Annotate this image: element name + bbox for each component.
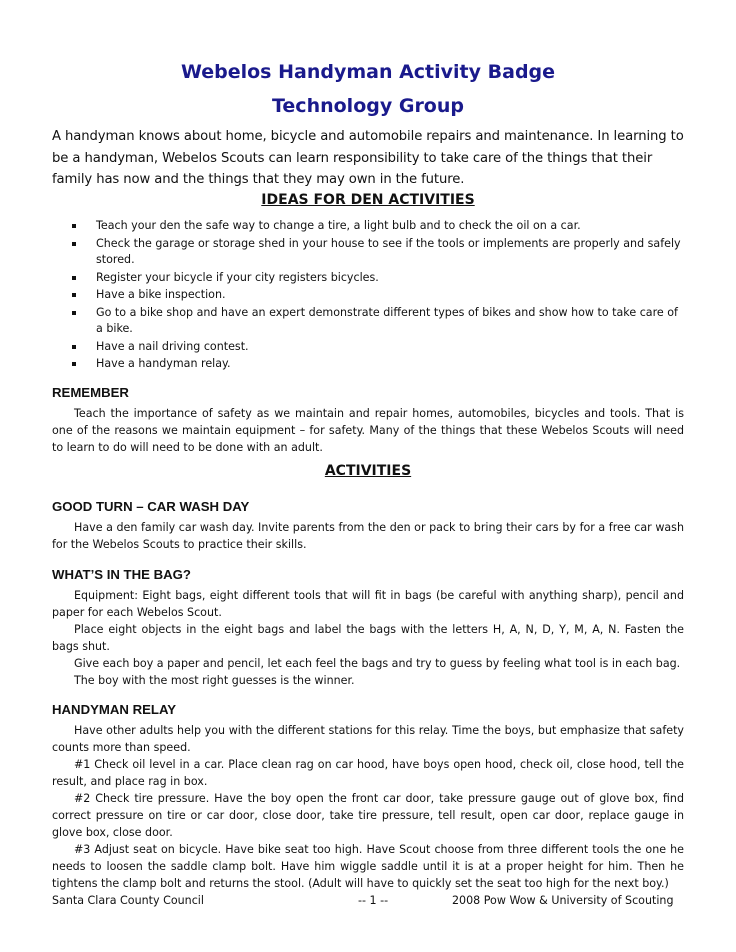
intro-paragraph: A handyman knows about home, bicycle and automobile repairs and maintenance. In learning to be a handyman, Webelos Scouts can learn responsibility to take care of the things that their family has now and the things that they may own in the future.	[52, 129, 684, 187]
bag-section: Equipment: Eight bags, eight different tools that will fit in bags (be careful with anything sharp), pencil and paper for each Webelos Scout. Place eight objects in the eight bags and label the bags with the letters H, A, N, D, Y, M, A, N. Fasten the bags shut. Give each boy a paper and pencil, let each feel the bags and try to guess by feeling what tool is in each bag. The boy with the most right guesses is the winner.	[52, 589, 684, 687]
list-item: Teach your den the safe way to change a tire, a light bulb and to check the oil on a car.	[72, 218, 688, 235]
footer-page-number: -- 1 --	[358, 894, 389, 907]
relay-heading: HANDYMAN RELAY	[52, 702, 177, 717]
good-turn-heading: GOOD TURN – CAR WASH DAY	[52, 499, 250, 514]
bullet-icon	[72, 311, 76, 315]
remember-paragraph: Teach the importance of safety as we maintain and repair homes, automobiles, bicycles and tools. That is one of the reasons we maintain equipment – for safety. Many of the things that these Webelos Scouts will need to learn to do will need to be done with an adult.	[52, 407, 684, 454]
list-item: Register your bicycle if your city registers bicycles.	[72, 270, 688, 287]
relay-section: Have other adults help you with the different stations for this relay. Time the boys, but emphasize that safety counts more than speed. #1 Check oil level in a car. Place clean rag on car hood, have boys open hood, check oil, close hood, tell the result, and place rag in box. #2 Check tire pressure. Have the boy open the front car door, take pressure gauge out of glove box, find correct pressure on tire or car door, close door, take tire pressure, tell result, open car door, replace gauge in glove box, close door. #3 Adjust seat on bicycle. Have bike seat too high. Have Scout choose from three different tools the one he needs to loosen the saddle clamp bolt. Have him wiggle saddle until it is at a proper height for him. Then he tightens the clamp bolt and returns the stool. (Adult will have to quickly set the seat too high for the next boy.)	[52, 724, 684, 890]
page-subtitle: Technology Group	[271, 95, 464, 117]
footer-right: 2008 Pow Wow & University of Scouting	[452, 894, 674, 907]
good-turn-paragraph: Have a den family car wash day. Invite parents from the den or pack to bring their cars by for a free car wash for the Webelos Scouts to practice their skills.	[52, 521, 684, 551]
ideas-heading: IDEAS FOR DEN ACTIVITIES	[261, 192, 475, 208]
remember-heading: REMEMBER	[52, 385, 129, 400]
page-title: Webelos Handyman Activity Badge	[180, 61, 556, 83]
bullet-icon	[72, 293, 76, 297]
list-item: Go to a bike shop and have an expert demonstrate different types of bikes and show how to take care of a bike.	[72, 305, 688, 338]
bullet-icon	[72, 242, 76, 246]
activities-heading: ACTIVITIES	[324, 463, 412, 479]
bullet-icon	[72, 224, 76, 228]
list-item: Check the garage or storage shed in your house to see if the tools or implements are properly and safely stored.	[72, 236, 688, 269]
list-item: Have a handyman relay.	[72, 356, 688, 373]
bag-heading: WHAT’S IN THE BAG?	[52, 567, 191, 582]
list-item: Have a nail driving contest.	[72, 339, 688, 356]
bullet-icon	[72, 276, 76, 280]
bullet-icon	[72, 345, 76, 349]
bullet-icon	[72, 362, 76, 366]
footer-left: Santa Clara County Council	[52, 894, 204, 907]
list-item: Have a bike inspection.	[72, 287, 688, 304]
ideas-list	[72, 218, 688, 374]
